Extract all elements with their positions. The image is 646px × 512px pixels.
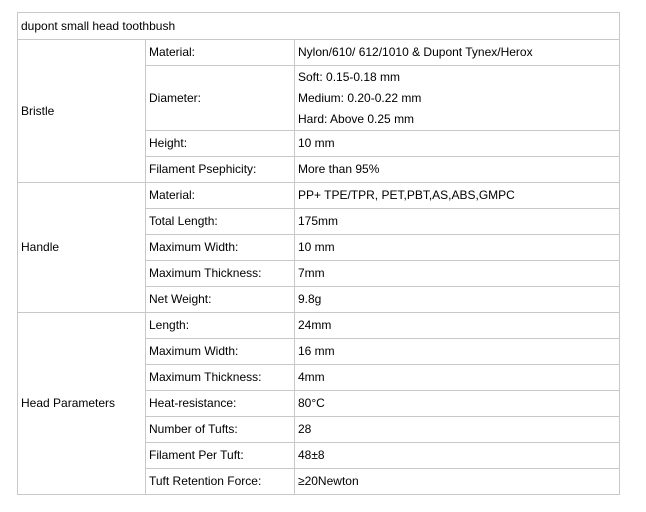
row-value: 80°C — [295, 391, 620, 417]
table-title: dupont small head toothbush — [18, 13, 620, 40]
row-value: 28 — [295, 417, 620, 443]
row-label: Height: — [146, 131, 295, 157]
table-row — [18, 313, 620, 339]
row-label: Diameter: — [146, 66, 295, 131]
spec-table — [17, 12, 620, 495]
row-label: Maximum Width: — [146, 235, 295, 261]
row-value: 16 mm — [295, 339, 620, 365]
row-value-line: Soft: 0.15-0.18 mm — [298, 69, 401, 84]
row-label: Heat-resistance: — [146, 391, 295, 417]
row-label: Total Length: — [146, 209, 295, 235]
row-label: Maximum Thickness: — [146, 365, 295, 391]
row-value: 9.8g — [295, 287, 620, 313]
row-label: Net Weight: — [146, 287, 295, 313]
row-label: Tuft Retention Force: — [146, 469, 295, 495]
row-label: Maximum Width: — [146, 339, 295, 365]
row-value: 10 mm — [295, 131, 620, 157]
row-value: 4mm — [295, 365, 620, 391]
table-row — [18, 183, 620, 209]
row-label: Material: — [146, 183, 295, 209]
row-value-line: Hard: Above 0.25 mm — [298, 111, 415, 126]
row-value: ≥20Newton — [295, 469, 620, 495]
section-name-head-parameters: Head Parameters — [18, 313, 146, 495]
row-value-list — [295, 66, 620, 131]
table-row — [18, 40, 620, 66]
row-label: Filament Per Tuft: — [146, 443, 295, 469]
row-label: Length: — [146, 313, 295, 339]
row-label: Number of Tufts: — [146, 417, 295, 443]
row-value: 7mm — [295, 261, 620, 287]
row-value: 10 mm — [295, 235, 620, 261]
row-label: Maximum Thickness: — [146, 261, 295, 287]
row-value: PP+ TPE/TPR, PET,PBT,AS,ABS,GMPC — [295, 183, 620, 209]
row-label: Filament Psephicity: — [146, 157, 295, 183]
row-value: Nylon/610/ 612/1010 & Dupont Tynex/Herox — [295, 40, 620, 66]
row-value-line: Medium: 0.20-0.22 mm — [298, 90, 422, 105]
row-value: More than 95% — [295, 157, 620, 183]
row-value: 48±8 — [295, 443, 620, 469]
section-name-handle: Handle — [18, 183, 146, 313]
section-name-bristle: Bristle — [18, 40, 146, 183]
row-label: Material: — [146, 40, 295, 66]
row-value: 175mm — [295, 209, 620, 235]
row-value: 24mm — [295, 313, 620, 339]
title-row — [18, 13, 620, 40]
